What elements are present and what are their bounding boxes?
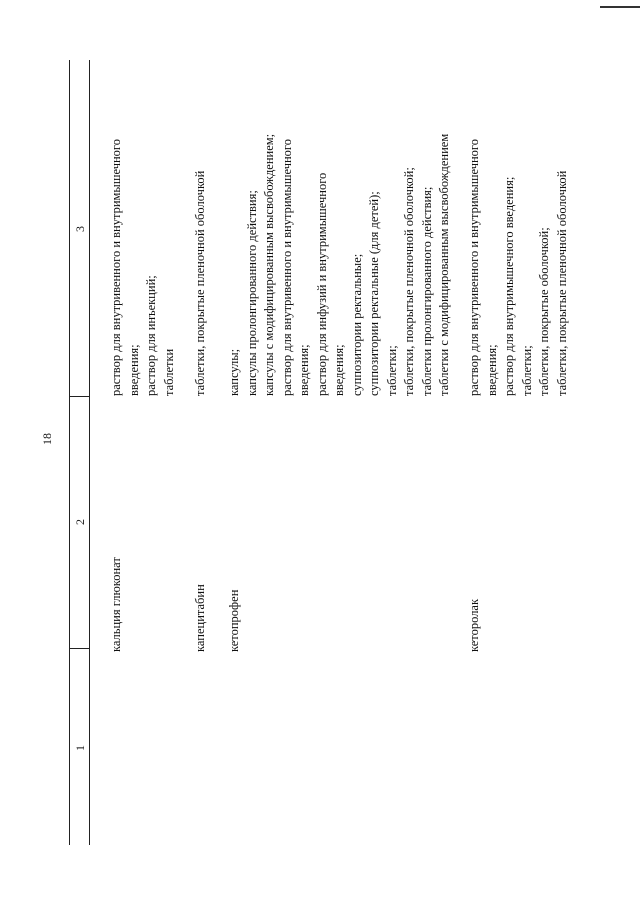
row-form-line: таблетки пролонгированного действия;	[419, 186, 434, 396]
row-form-line: раствор для внутривенного и внутримышечного	[467, 139, 481, 396]
row-form-line: таблетки с модифицированным высвобождением	[437, 133, 451, 396]
table-header-top-line	[69, 60, 70, 845]
header-col-2: 2	[73, 519, 87, 525]
row-form-line: капсулы;	[227, 348, 241, 396]
row-name: кетопрофен	[227, 589, 241, 652]
row-form-line: раствор для внутривенного и внутримышечного	[109, 139, 123, 396]
row-name: капецитабин	[193, 584, 207, 652]
row-name: кальция глюконат	[109, 557, 123, 652]
row-form-line: введения;	[297, 344, 311, 396]
row-form-line: таблетки	[161, 348, 176, 396]
row-name: кеторолак	[467, 598, 481, 652]
row-form-line: таблетки, покрытые пленочной оболочкой	[193, 170, 207, 396]
row-form-line: таблетки;	[519, 345, 534, 396]
row-form-line: суппозитории ректальные;	[349, 253, 364, 396]
row-form-line: раствор для инфузий и внутримышечного	[314, 172, 329, 396]
row-form-line: таблетки, покрытые пленочной оболочкой	[554, 170, 569, 396]
row-form-line: введения;	[126, 344, 141, 396]
table-header-bottom-line	[89, 60, 90, 845]
row-form-line: введения;	[484, 344, 499, 396]
row-form-line: таблетки, покрытые пленочной оболочкой;	[402, 167, 416, 396]
row-form-line: раствор для инъекций;	[144, 275, 158, 396]
row-form-line: капсулы пролонгированного действия;	[244, 190, 259, 396]
row-form-line: капсулы с модифицированным высвобождением;	[262, 133, 276, 396]
row-form-line: суппозитории ректальные (для детей);	[367, 191, 381, 396]
row-form-line: введения;	[332, 344, 346, 396]
row-form-line: таблетки, покрытые оболочкой;	[537, 227, 551, 396]
row-form-line: раствор для внутривенного и внутримышечного	[279, 139, 294, 396]
row-form-line: раствор для внутримышечного введения;	[502, 176, 516, 396]
header-col-1: 1	[73, 745, 87, 751]
row-form-line: таблетки;	[384, 345, 399, 396]
page-number: 18	[40, 433, 54, 445]
column-divider-1	[69, 648, 89, 649]
header-col-3: 3	[73, 226, 87, 232]
column-divider-2	[69, 396, 89, 397]
